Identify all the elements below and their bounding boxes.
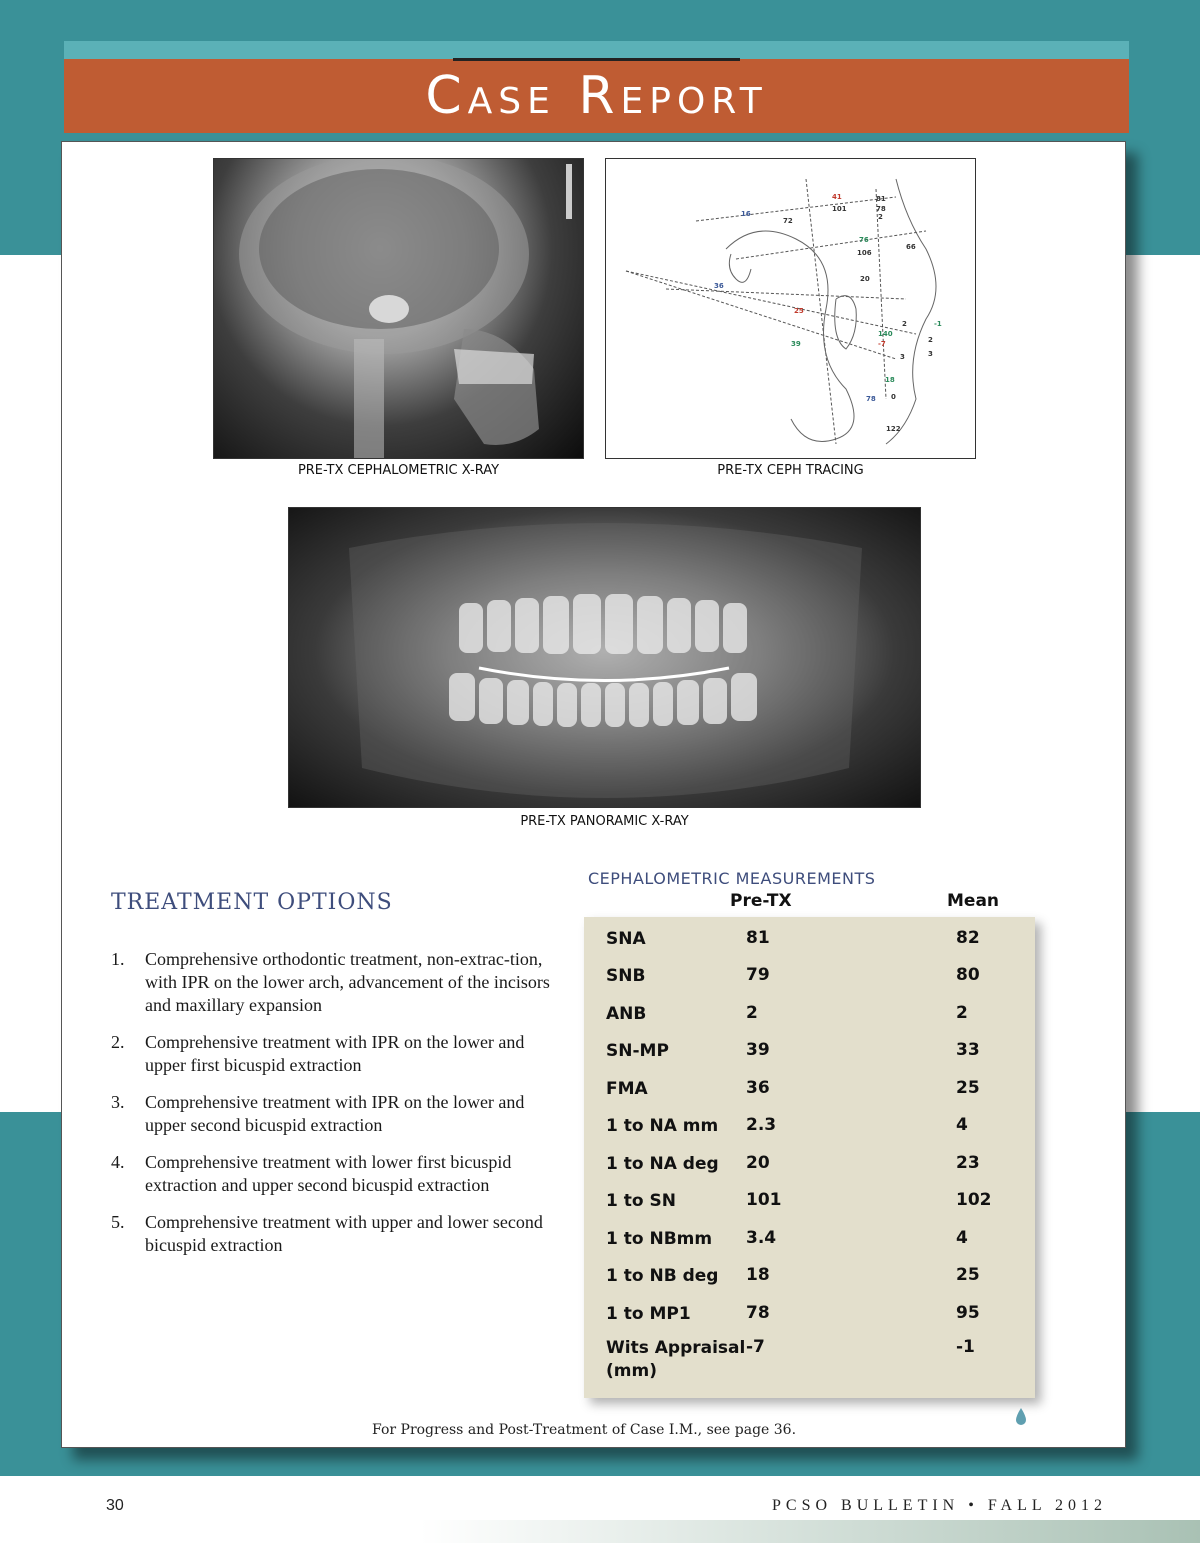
row-pre-value: 79 — [746, 965, 770, 985]
list-item-text: Comprehensive treatment with lower first bicuspid extraction and upper second bicuspid extraction — [145, 1152, 512, 1195]
tracing-number-label: 78 — [866, 395, 876, 403]
treatment-options-heading: TREATMENT OPTIONS — [111, 890, 393, 915]
row-label: SNB — [606, 966, 646, 986]
tracing-number-label: 0 — [891, 393, 896, 401]
page-number: 30 — [106, 1497, 124, 1514]
list-item-number: 4. — [111, 1152, 125, 1172]
row-pre-value: 81 — [746, 928, 770, 948]
row-mean-value: 102 — [956, 1190, 992, 1210]
tracing-number-label: 18 — [885, 376, 895, 384]
tracing-number-label: 16 — [741, 210, 751, 218]
tracing-number-label: 25 — [794, 307, 804, 315]
tracing-number-label: 41 — [832, 193, 842, 201]
list-item-number: 5. — [111, 1212, 125, 1232]
measurements-heading: CEPHALOMETRIC MEASUREMENTS — [588, 869, 876, 888]
list-item — [111, 1211, 551, 1257]
row-label: 1 to SN — [606, 1191, 676, 1211]
journal-title: PCSO BULLETIN • FALL 2012 — [772, 1497, 1108, 1514]
tracing-number-label: 76 — [859, 236, 869, 244]
tracing-number-label: 78 — [876, 205, 886, 213]
row-mean-value: 82 — [956, 928, 980, 948]
row-mean-value: -1 — [956, 1337, 975, 1357]
column-header-mean: Mean — [947, 891, 1000, 911]
ceph-tracing-drawing — [606, 159, 976, 459]
row-pre-value: -7 — [746, 1337, 765, 1357]
row-pre-value: 2.3 — [746, 1115, 777, 1135]
list-item — [111, 1151, 551, 1197]
row-pre-value: 2 — [746, 1003, 758, 1023]
row-pre-value: 78 — [746, 1303, 770, 1323]
list-item-text: Comprehensive orthodontic treatment, non-extrac-tion, with IPR on the lower arch, advancement of the incisors and maxillary expansion — [145, 949, 550, 1015]
row-label: 1 to NA deg — [606, 1154, 719, 1174]
ceph-tracing-image — [605, 158, 976, 459]
page-title: Case Report — [425, 66, 768, 126]
panoramic-xray-illustration — [289, 508, 921, 808]
list-item — [111, 1031, 551, 1077]
measurements-table — [584, 917, 1035, 1398]
row-label: ANB — [606, 1004, 647, 1024]
row-pre-value: 39 — [746, 1040, 770, 1060]
tracing-number-label: 101 — [832, 205, 847, 213]
tracing-number-label: 2 — [928, 336, 933, 344]
header-rule — [453, 58, 740, 61]
row-label: 1 to NBmm — [606, 1229, 713, 1249]
tracing-number-label: 72 — [783, 217, 793, 225]
row-label: 1 to NB deg — [606, 1266, 719, 1286]
treatment-options-list — [111, 948, 551, 1271]
list-item-text: Comprehensive treatment with upper and lower second bicuspid extraction — [145, 1212, 543, 1255]
skull-xray-illustration — [214, 159, 584, 459]
droplet-icon — [1014, 1408, 1028, 1426]
row-mean-value: 4 — [956, 1228, 968, 1248]
tracing-number-label: 140 — [878, 330, 893, 338]
row-pre-value: 3.4 — [746, 1228, 777, 1248]
ceph-xray-caption: PRE-TX CEPHALOMETRIC X-RAY — [297, 463, 500, 478]
tracing-number-label: 3 — [900, 353, 905, 361]
row-label: SNA — [606, 929, 646, 949]
row-pre-value: 20 — [746, 1153, 770, 1173]
row-label: Wits Appraisal (mm) — [606, 1338, 746, 1381]
panoramic-xray-image — [288, 507, 921, 808]
row-pre-value: 101 — [746, 1190, 782, 1210]
row-label: SN-MP — [606, 1041, 669, 1061]
tracing-number-label: 122 — [886, 425, 901, 433]
footer-decoration — [420, 1520, 1200, 1543]
list-item-number: 3. — [111, 1092, 125, 1112]
row-pre-value: 18 — [746, 1265, 770, 1285]
row-label: 1 to MP1 — [606, 1304, 691, 1324]
row-label: 1 to NA mm — [606, 1116, 719, 1136]
tracing-number-label: 36 — [714, 282, 724, 290]
row-mean-value: 33 — [956, 1040, 980, 1060]
panoramic-xray-caption: PRE-TX PANORAMIC X-RAY — [520, 814, 689, 829]
list-item-text: Comprehensive treatment with IPR on the lower and upper first bicuspid extraction — [145, 1032, 525, 1075]
tracing-number-label: 2 — [902, 320, 907, 328]
ceph-tracing-caption: PRE-TX CEPH TRACING — [717, 463, 864, 478]
list-item-text: Comprehensive treatment with IPR on the lower and upper second bicuspid extraction — [145, 1092, 525, 1135]
row-mean-value: 80 — [956, 965, 980, 985]
list-item — [111, 1091, 551, 1137]
tracing-number-label: -1 — [934, 320, 942, 328]
footnote: For Progress and Post-Treatment of Case I.M., see page 36. — [372, 1422, 797, 1438]
tracing-number-label: 2 — [878, 213, 883, 221]
tracing-number-label: 106 — [857, 249, 872, 257]
row-mean-value: 25 — [956, 1078, 980, 1098]
row-mean-value: 23 — [956, 1153, 980, 1173]
row-label: FMA — [606, 1079, 648, 1099]
tracing-number-label: 3 — [928, 350, 933, 358]
list-item-number: 2. — [111, 1032, 125, 1052]
tracing-number-label: 20 — [860, 275, 870, 283]
list-item — [111, 948, 551, 1017]
row-mean-value: 95 — [956, 1303, 980, 1323]
column-header-pre-tx: Pre-TX — [730, 891, 792, 911]
row-mean-value: 2 — [956, 1003, 968, 1023]
tracing-number-label: -7 — [878, 340, 886, 348]
tracing-number-label: 39 — [791, 340, 801, 348]
tracing-number-label: 81 — [876, 195, 886, 203]
tracing-number-label: 66 — [906, 243, 916, 251]
row-mean-value: 25 — [956, 1265, 980, 1285]
list-item-number: 1. — [111, 949, 125, 969]
ceph-xray-image — [213, 158, 584, 459]
row-mean-value: 4 — [956, 1115, 968, 1135]
row-pre-value: 36 — [746, 1078, 770, 1098]
